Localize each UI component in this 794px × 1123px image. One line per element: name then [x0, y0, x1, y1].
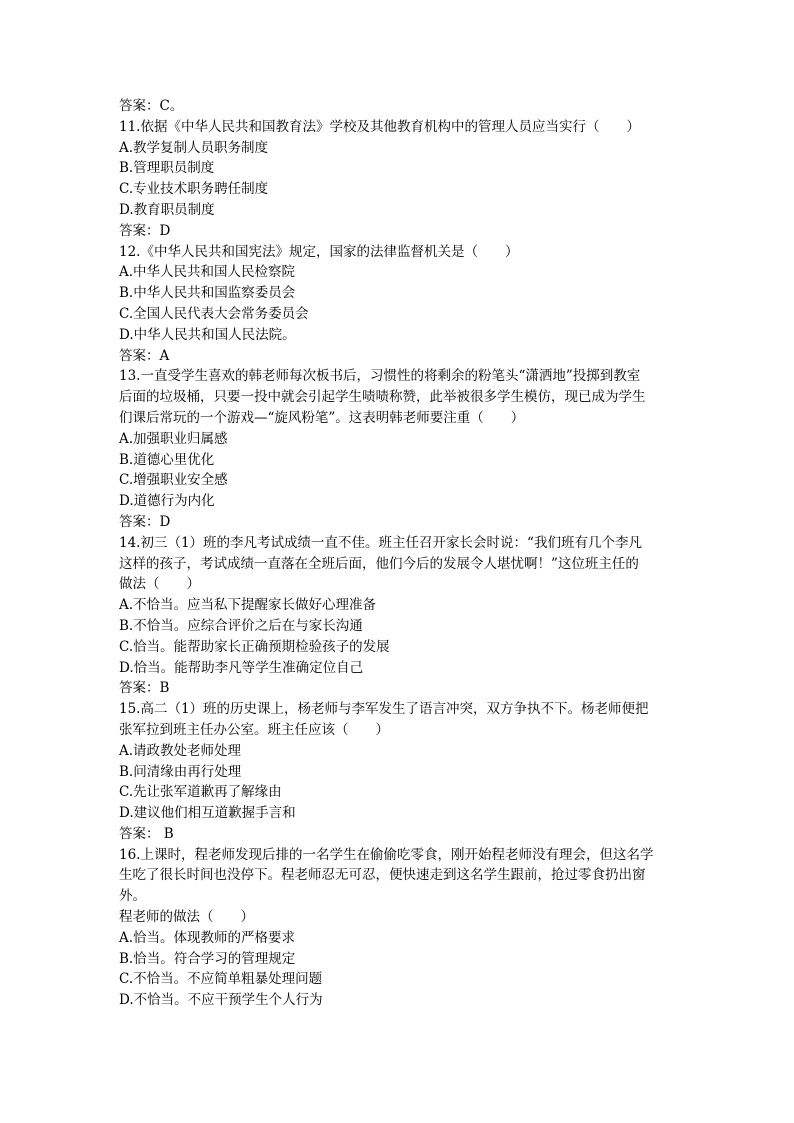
answer-line: 答案：D: [119, 222, 171, 239]
option-a: A.中华人民共和国人民检察院: [119, 264, 296, 281]
question-stem: 11.依据《中华人民共和国教育法》学校及其他教育机构中的管理人员应当实行（ ）: [119, 118, 640, 135]
option-a: A.请政教处老师处理: [119, 742, 242, 759]
question-stem-line: 们课后常玩的一个游戏—“旋风粉笔”。这表明韩老师要注重（ ）: [119, 409, 525, 426]
option-c: C.全国人民代表大会常务委员会: [119, 305, 309, 322]
question-stem-line: 程老师的做法（ ）: [119, 909, 254, 926]
option-a: A.不恰当。应当私下提醒家长做好心理准备: [119, 597, 377, 614]
option-c: C.不恰当。不应简单粗暴处理问题: [119, 971, 323, 988]
option-d: D.中华人民共和国人民法院。: [119, 326, 296, 343]
option-c: C.专业技术职务聘任制度: [119, 181, 269, 198]
option-c: C.先让张军道歉再了解缘由: [119, 784, 282, 801]
document-page: [119, 96, 679, 1011]
option-c: C.恰当。能帮助家长正确预期检验孩子的发展: [119, 638, 390, 655]
question-stem-line: 做法（ ）: [119, 576, 200, 593]
option-d: D.不恰当。不应干预学生个人行为: [119, 992, 323, 1009]
option-b: B.道德心里优化: [119, 451, 215, 468]
answer-line: 答案： B: [119, 825, 174, 842]
option-b: B.管理职员制度: [119, 160, 215, 177]
option-d: D.道德行为内化: [119, 493, 215, 510]
answer-line: 答案：C。: [119, 98, 184, 114]
question-stem-line: 16.上课时，程老师发现后排的一名学生在偷偷吃零食，刚开始程老师没有理会，但这名学: [119, 846, 654, 863]
option-a: A.加强职业归属感: [119, 430, 228, 447]
option-b: B.问清缘由再行处理: [119, 763, 242, 780]
option-b: B.中华人民共和国监察委员会: [119, 285, 296, 302]
option-d: D.教育职员制度: [119, 201, 215, 218]
option-b: B.恰当。符合学习的管理规定: [119, 950, 296, 967]
option-d: D.建议他们相互道歉握手言和: [119, 805, 296, 822]
question-stem-line: 14.初三（1）班的李凡考试成绩一直不佳。班主任召开家长会时说：“我们班有几个李凡: [119, 534, 642, 551]
question-stem-line: 后面的垃圾桶，只要一投中就会引起学生啧啧称赞，此举被很多学生模仿，现已成为学生: [119, 389, 646, 406]
question-stem-line: 生吃了很长时间也没停下。程老师忍无可忍，便快速走到这名学生跟前，抢过零食扔出窗: [119, 867, 646, 884]
question-stem-line: 13.一直受学生喜欢的韩老师每次板书后，习惯性的将剩余的粉笔头“潇洒地”投掷到教室: [119, 368, 641, 385]
question-stem-line: 外。: [119, 888, 146, 905]
question-stem: 12.《中华人民共和国宪法》规定，国家的法律监督机关是（ ）: [119, 243, 519, 260]
option-c: C.增强职业安全感: [119, 472, 228, 489]
question-stem-line: 15.高二（1）班的历史课上，杨老师与李军发生了语言冲突，双方争执不下。杨老师便把: [119, 701, 649, 718]
answer-line: 答案：D: [119, 513, 171, 530]
option-a: A.恰当。体现教师的严格要求: [119, 929, 296, 946]
option-b: B.不恰当。应综合评价之后在与家长沟通: [119, 617, 363, 634]
answer-line: 答案：B: [119, 680, 170, 697]
option-d: D.恰当。能帮助李凡等学生准确定位自己: [119, 659, 364, 676]
answer-line: 答案：A: [119, 347, 170, 364]
question-stem-line: 张军拉到班主任办公室。班主任应该（ ）: [119, 721, 389, 738]
question-stem-line: 这样的孩子，考试成绩一直落在全班后面，他们今后的发展令人堪忧啊！”这位班主任的: [119, 555, 639, 572]
option-a: A.教学复制人员职务制度: [119, 139, 269, 156]
